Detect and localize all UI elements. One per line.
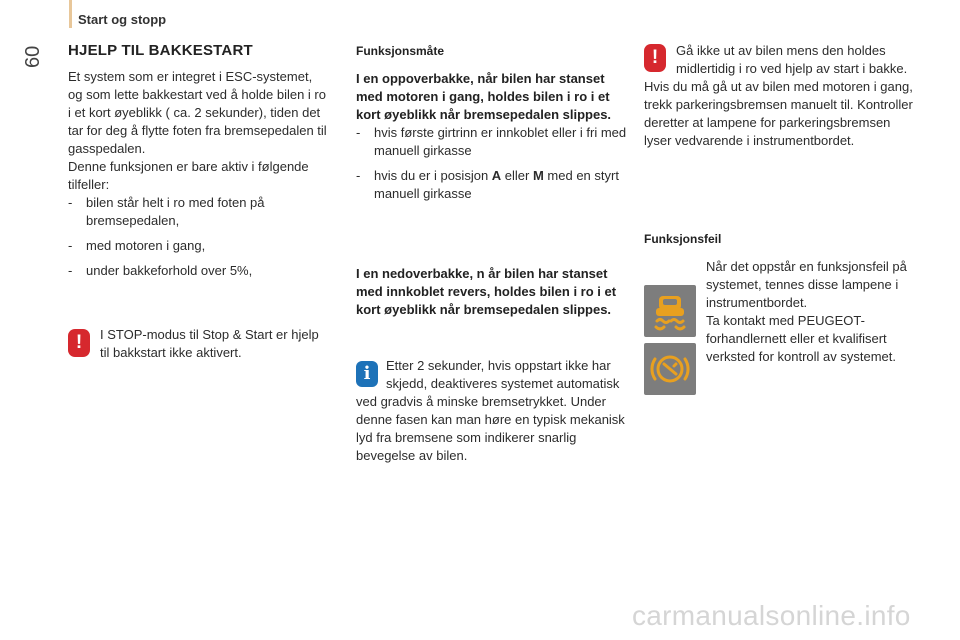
list-item: - bilen står helt i ro med foten på bremsepedalen, [68,194,330,230]
list-item: - hvis du er i posisjon A eller M med en styrt manuell girkasse [356,167,628,203]
info-icon: i [356,361,378,387]
header-accent-bar [69,0,72,28]
fault-contact-text: Ta kontakt med PEUGEOT-forhandlernett eller et kvalifisert verksted for kontroll av systemet. [706,313,897,364]
warning-rest-text: Hvis du må gå ut av bilen med motoren i gang, trekk parkeringsbremsen manuelt til. Kontroller deretter at lampene for parkeringsbremsen lyser vedvarende i instrumentbordet. [644,79,913,148]
warning-icon: ! [68,329,90,357]
list-item: - hvis første girtrinn er innkoblet eller i fri med manuell girkasse [356,124,628,160]
leave-car-warning [644,42,914,150]
page-heading: HJELP TIL BAKKESTART [68,42,253,59]
uphill-text: I en oppoverbakke, når bilen har stanset med motoren i gang, holdes bilen i ro i et kort øyeblikk når bremsepedalen slippes. [356,71,612,122]
intro-text: Et system som er integret i ESC-systemet, og som lette bakkestart ved å holde bilen i ro i et kort øyeblikk ( ca. 2 sekunder), tiden det tar for deg å flytte foten fra bremsepedalen til gasspedalen. [68,69,327,156]
fault-text: Når det oppstår en funksjonsfeil på systemet, tennes disse lampene i instrumentbordet. [706,259,907,310]
condition-intro: Denne funksjonen er bare aktiv i følgende tilfeller: [68,159,309,192]
uphill-list [356,124,628,203]
column-operation [356,42,628,465]
fault-heading: Funksjonsfeil [644,232,722,246]
warning-icon: ! [644,44,666,72]
stop-start-warning [68,326,330,362]
list-item: - med motoren i gang, [68,237,330,255]
parking-brake-lamp-icon [644,343,696,395]
info-note [356,357,628,465]
warning-lead-text: Gå ikke ut av bilen mens den holdes midlertidig i ro ved hjelp av start i bakke. [676,43,908,76]
operation-heading: Funksjonsmåte [356,44,445,58]
column-hill-start [68,42,330,362]
page-number: 60 [22,45,44,68]
esc-warning-lamp-icon [644,285,696,337]
downhill-text: I en nedoverbakke, n år bilen har stanset med innkoblet revers, holdes bilen i ro i et kort øyeblikk når bremsepedalen slippes. [356,266,617,317]
section-title: Start og stopp [78,12,167,27]
gear-a-label: A [491,168,502,183]
watermark: carmanualsonline.info [632,600,911,631]
warning-text: I STOP-modus til Stop & Start er hjelp til bakkstart ikke aktivert. [100,327,319,360]
gear-m-label: M [532,168,544,183]
list-item: - under bakkeforhold over 5%, [68,262,330,280]
condition-list [68,194,330,280]
info-text: Etter 2 sekunder, hvis oppstart ikke har skjedd, deaktiveres systemet automatisk ved gradvis å minske bremsetrykket. Under denne fasen kan man høre en typisk mekanisk lyd fra bremsene som indikerer snarlig bevegelse av bilen. [356,358,625,463]
